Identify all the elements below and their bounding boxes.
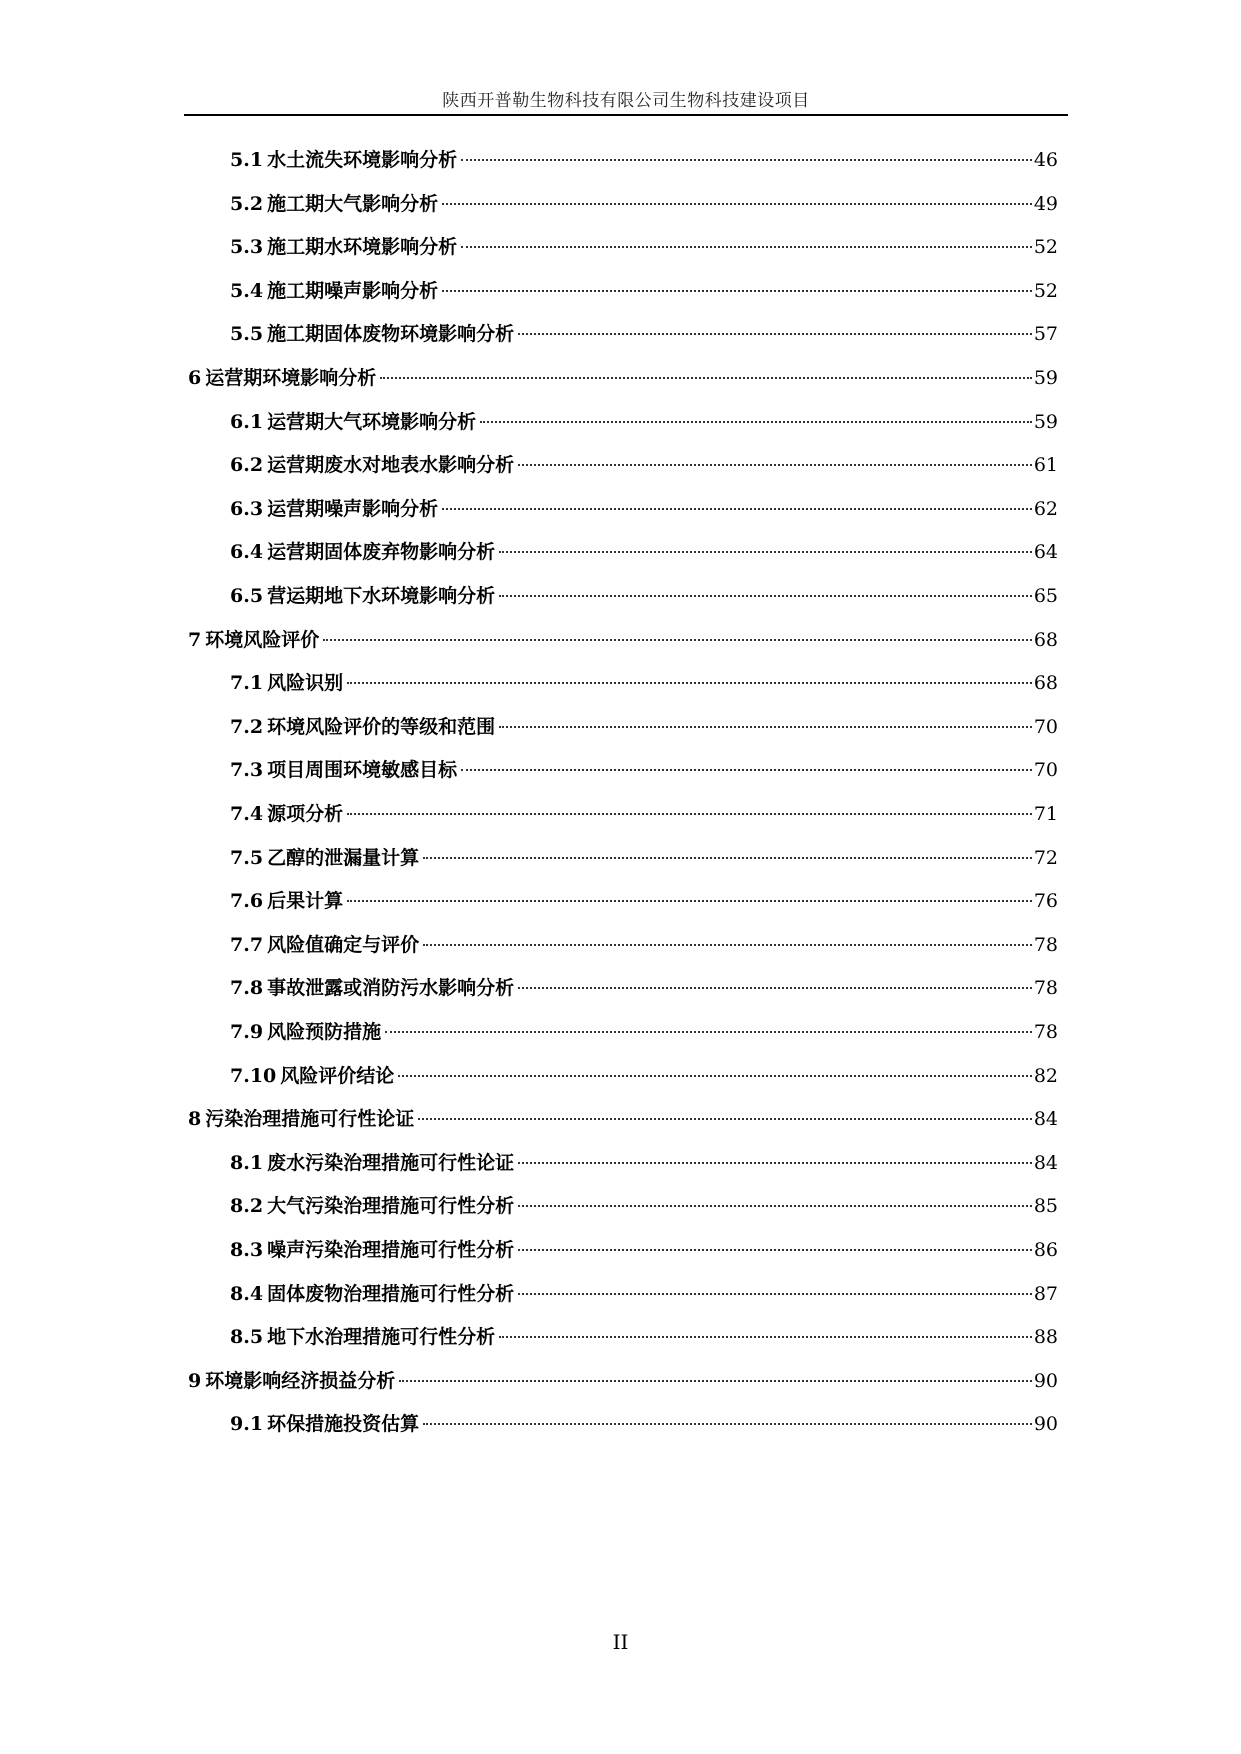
toc-entry-page: 86 bbox=[1033, 1239, 1058, 1261]
toc-entry-number: 6.5 bbox=[230, 585, 264, 607]
toc-entry-title: 事故泄露或消防污水影响分析 bbox=[267, 977, 515, 1000]
toc-entry-number: 8.3 bbox=[230, 1239, 264, 1261]
toc-entry-page: 84 bbox=[1033, 1151, 1058, 1174]
toc-entry[interactable] bbox=[230, 1017, 1058, 1047]
toc-entry-page: 88 bbox=[1033, 1326, 1058, 1349]
toc-dot-leader bbox=[442, 508, 1032, 510]
toc-dot-leader bbox=[518, 464, 1032, 466]
toc-dot-leader bbox=[423, 944, 1032, 946]
toc-entry-number: 5.3 bbox=[230, 236, 264, 259]
toc-entry-title: 施工期噪声影响分析 bbox=[267, 279, 439, 302]
toc-entry-page: 59 bbox=[1033, 367, 1058, 389]
toc-dot-leader bbox=[480, 421, 1032, 423]
page-number: II bbox=[612, 1630, 629, 1654]
toc-entry-page: 76 bbox=[1033, 890, 1058, 913]
toc-entry-page: 68 bbox=[1033, 628, 1058, 651]
toc-entry-number: 6.4 bbox=[230, 541, 264, 564]
toc-dot-leader bbox=[423, 857, 1032, 859]
toc-entry[interactable] bbox=[230, 581, 1058, 611]
toc-entry[interactable] bbox=[188, 625, 1058, 655]
toc-entry-page: 78 bbox=[1033, 933, 1058, 956]
toc-entry-title: 施工期大气影响分析 bbox=[267, 192, 439, 215]
toc-dot-leader bbox=[499, 551, 1032, 553]
toc-entry-number: 5.1 bbox=[230, 149, 264, 171]
toc-entry-number: 8.2 bbox=[230, 1195, 264, 1218]
toc-entry-number: 5.2 bbox=[230, 192, 264, 215]
toc-dot-leader bbox=[518, 1293, 1032, 1295]
toc-entry-page: 68 bbox=[1033, 672, 1058, 695]
toc-entry-title: 风险评价结论 bbox=[280, 1064, 395, 1087]
toc-entry-page: 52 bbox=[1033, 279, 1058, 302]
toc-entry-title: 噪声污染治理措施可行性分析 bbox=[267, 1239, 515, 1261]
toc-entry-page: 85 bbox=[1033, 1195, 1058, 1218]
toc-entry-title: 乙醇的泄漏量计算 bbox=[267, 846, 420, 869]
toc-entry-title: 源项分析 bbox=[267, 803, 344, 825]
toc-entry-page: 52 bbox=[1033, 236, 1058, 259]
toc-dot-leader bbox=[461, 159, 1032, 161]
toc-entry-number: 7.5 bbox=[230, 846, 264, 869]
toc-entry[interactable] bbox=[230, 1279, 1058, 1309]
toc-entry-page: 87 bbox=[1033, 1282, 1058, 1305]
toc-entry-title: 营运期地下水环境影响分析 bbox=[267, 585, 496, 607]
toc-entry-page: 65 bbox=[1033, 585, 1058, 607]
toc-entry-number: 8.4 bbox=[230, 1282, 264, 1305]
toc-dot-leader bbox=[423, 1423, 1032, 1425]
toc-entry-title: 风险值确定与评价 bbox=[267, 933, 420, 956]
toc-dot-leader bbox=[518, 1162, 1032, 1164]
toc-entry[interactable] bbox=[230, 450, 1058, 480]
toc-entry-page: 71 bbox=[1033, 803, 1058, 825]
toc-dot-leader bbox=[347, 813, 1032, 815]
toc-entry-number: 7.9 bbox=[230, 1021, 264, 1043]
toc-dot-leader bbox=[518, 987, 1032, 989]
toc-dot-leader bbox=[380, 377, 1032, 379]
toc-entry-number: 6.3 bbox=[230, 497, 264, 520]
toc-entry-number: 7.1 bbox=[230, 672, 264, 695]
toc-entry[interactable] bbox=[230, 1191, 1058, 1221]
toc-entry-title: 环境风险评价的等级和范围 bbox=[267, 715, 496, 738]
toc-entry[interactable] bbox=[230, 1322, 1058, 1352]
toc-entry-title: 地下水治理措施可行性分析 bbox=[267, 1326, 496, 1349]
toc-dot-leader bbox=[385, 1031, 1032, 1033]
toc-entry-page: 57 bbox=[1033, 323, 1058, 346]
toc-dot-leader bbox=[418, 1118, 1032, 1120]
toc-dot-leader bbox=[461, 246, 1032, 248]
toc-entry[interactable] bbox=[230, 930, 1058, 960]
toc-dot-leader bbox=[499, 595, 1032, 597]
toc-dot-leader bbox=[461, 769, 1032, 771]
toc-entry-title: 固体废物治理措施可行性分析 bbox=[267, 1282, 515, 1305]
toc-entry[interactable] bbox=[230, 886, 1058, 916]
toc-dot-leader bbox=[499, 726, 1032, 728]
toc-dot-leader bbox=[398, 1075, 1032, 1077]
toc-entry-page: 64 bbox=[1033, 541, 1058, 564]
toc-entry-title: 后果计算 bbox=[267, 890, 344, 913]
toc-entry[interactable] bbox=[188, 363, 1058, 393]
toc-entry-title: 水土流失环境影响分析 bbox=[267, 149, 458, 171]
toc-entry-page: 70 bbox=[1033, 715, 1058, 738]
toc-entry[interactable] bbox=[230, 232, 1058, 262]
toc-entry[interactable] bbox=[230, 407, 1058, 437]
toc-entry-number: 7.4 bbox=[230, 803, 264, 825]
toc-entry[interactable] bbox=[230, 1148, 1058, 1178]
toc-dot-leader bbox=[518, 333, 1032, 335]
toc-entry[interactable] bbox=[188, 1366, 1058, 1396]
toc-entry-number: 9 bbox=[188, 1369, 202, 1392]
toc-dot-leader bbox=[323, 639, 1032, 641]
toc-entry-number: 8 bbox=[188, 1108, 202, 1131]
toc-entry-number: 6 bbox=[188, 367, 202, 389]
toc-entry[interactable] bbox=[230, 755, 1058, 785]
toc-entry-page: 90 bbox=[1033, 1369, 1058, 1392]
toc-entry-page: 61 bbox=[1033, 454, 1058, 477]
toc-entry[interactable] bbox=[230, 145, 1058, 175]
toc-entry[interactable] bbox=[188, 1104, 1058, 1134]
toc-entry[interactable] bbox=[230, 973, 1058, 1003]
toc-entry-title: 项目周围环境敏感目标 bbox=[267, 759, 458, 782]
toc-entry-page: 62 bbox=[1033, 497, 1058, 520]
toc-entry-title: 运营期固体废弃物影响分析 bbox=[267, 541, 496, 564]
toc-entry-title: 环境风险评价 bbox=[205, 628, 320, 651]
toc-entry[interactable] bbox=[230, 1409, 1058, 1439]
toc-entry-title: 风险预防措施 bbox=[267, 1021, 382, 1043]
toc-entry-number: 7 bbox=[188, 628, 202, 651]
toc-entry[interactable] bbox=[230, 1061, 1058, 1091]
toc-dot-leader bbox=[499, 1336, 1032, 1338]
toc-entry[interactable] bbox=[230, 319, 1058, 349]
toc-entry-title: 施工期固体废物环境影响分析 bbox=[267, 323, 515, 346]
toc-entry-number: 7.2 bbox=[230, 715, 264, 738]
toc-dot-leader bbox=[442, 203, 1032, 205]
toc-entry-page: 46 bbox=[1033, 149, 1058, 171]
toc-entry[interactable] bbox=[230, 276, 1058, 306]
toc-entry-page: 70 bbox=[1033, 759, 1058, 782]
toc-entry[interactable] bbox=[230, 712, 1058, 742]
toc-entry[interactable] bbox=[230, 537, 1058, 567]
toc-dot-leader bbox=[347, 900, 1032, 902]
toc-entry-number: 7.6 bbox=[230, 890, 264, 913]
toc-dot-leader bbox=[399, 1380, 1032, 1382]
toc-dot-leader bbox=[518, 1249, 1032, 1251]
toc-entry-title: 风险识别 bbox=[267, 672, 344, 695]
toc-entry-page: 49 bbox=[1033, 192, 1058, 215]
toc-entry[interactable] bbox=[230, 1235, 1058, 1265]
toc-entry-number: 6.1 bbox=[230, 410, 264, 433]
toc-entry-number: 7.8 bbox=[230, 977, 264, 1000]
toc-entry-number: 5.5 bbox=[230, 323, 264, 346]
toc-entry-page: 90 bbox=[1033, 1413, 1058, 1436]
toc-entry-title: 大气污染治理措施可行性分析 bbox=[267, 1195, 515, 1218]
toc-entry-page: 78 bbox=[1033, 977, 1058, 1000]
toc-entry-page: 78 bbox=[1033, 1021, 1058, 1043]
toc-entry-title: 污染治理措施可行性论证 bbox=[205, 1108, 415, 1131]
toc-entry-title: 运营期噪声影响分析 bbox=[267, 497, 439, 520]
toc-entry-number: 8.5 bbox=[230, 1326, 264, 1349]
toc-entry-title: 废水污染治理措施可行性论证 bbox=[267, 1151, 515, 1174]
toc-entry-page: 84 bbox=[1033, 1108, 1058, 1131]
toc-entry[interactable] bbox=[230, 189, 1058, 219]
toc-dot-leader bbox=[518, 1205, 1032, 1207]
toc-entry-title: 运营期大气环境影响分析 bbox=[267, 410, 477, 433]
toc-entry-number: 9.1 bbox=[230, 1413, 264, 1436]
toc-entry-number: 7.10 bbox=[230, 1064, 277, 1087]
toc-entry-title: 运营期废水对地表水影响分析 bbox=[267, 454, 515, 477]
toc-entry-number: 7.3 bbox=[230, 759, 264, 782]
toc-entry-number: 5.4 bbox=[230, 279, 264, 302]
toc-entry[interactable] bbox=[230, 799, 1058, 829]
toc-entry[interactable] bbox=[230, 668, 1058, 698]
toc-entry-number: 7.7 bbox=[230, 933, 264, 956]
toc-entry-title: 环境影响经济损益分析 bbox=[205, 1369, 396, 1392]
toc-entry-page: 59 bbox=[1033, 410, 1058, 433]
toc-dot-leader bbox=[347, 682, 1032, 684]
toc-entry-title: 环保措施投资估算 bbox=[267, 1413, 420, 1436]
toc-entry-page: 72 bbox=[1033, 846, 1058, 869]
toc-dot-leader bbox=[442, 290, 1032, 292]
toc-entry-title: 运营期环境影响分析 bbox=[205, 367, 377, 389]
toc-entry[interactable] bbox=[230, 843, 1058, 873]
toc-entry[interactable] bbox=[230, 494, 1058, 524]
running-header: 陕西开普勒生物科技有限公司生物科技建设项目 bbox=[442, 91, 810, 111]
toc-entry-title: 施工期水环境影响分析 bbox=[267, 236, 458, 259]
toc-entry-page: 82 bbox=[1033, 1064, 1058, 1087]
toc-entry-number: 6.2 bbox=[230, 454, 264, 477]
toc-entry-number: 8.1 bbox=[230, 1151, 264, 1174]
